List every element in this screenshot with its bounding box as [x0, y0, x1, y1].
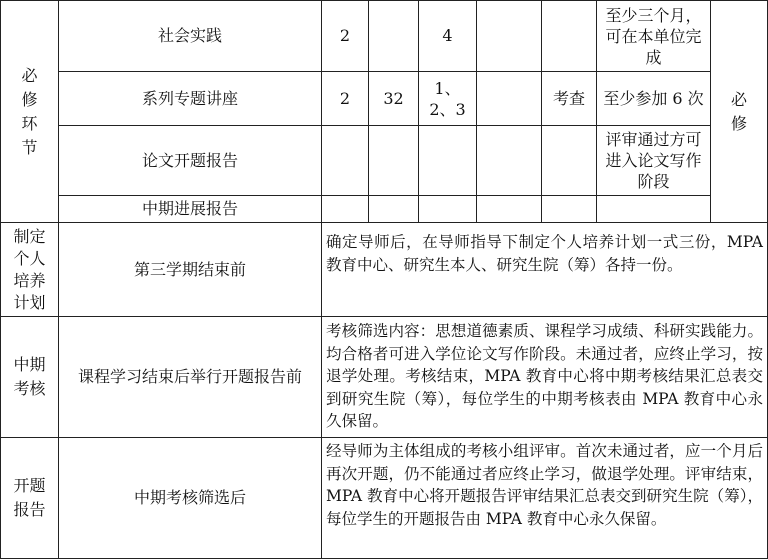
- plan-content: 确定导师后，在导师指导下制定个人培养计划一式三份，MPA 教育中心、研究生本人、研究生院（筹）各持一份。: [326, 233, 763, 274]
- section-label-proposal: [1, 438, 58, 558]
- course-credits: 2: [339, 26, 351, 45]
- course-hours: [369, 1, 418, 71]
- proposal-time: 中期考核筛选后: [133, 488, 246, 507]
- course-note: [597, 196, 710, 222]
- course-assessment: 考查: [552, 88, 585, 108]
- course-assessment: [542, 1, 596, 71]
- label-char: 报告: [13, 500, 46, 519]
- course-col5: [477, 72, 541, 125]
- course-semester: [419, 196, 476, 222]
- section-label-required: [1, 1, 58, 222]
- label-char: 考核: [13, 379, 46, 398]
- course-note: 至少三个月，可在本单位完成: [605, 5, 702, 67]
- course-credits: 2: [339, 88, 351, 108]
- requirement-label: [711, 1, 767, 222]
- label-char: 修: [21, 89, 38, 109]
- midterm-time-text: 课程学习结束后举行开题报告前: [77, 367, 302, 386]
- label-char: 中期: [13, 355, 46, 374]
- course-assessment: [542, 196, 596, 222]
- course-semester: [419, 126, 476, 195]
- course-name: 社会实践: [157, 26, 222, 45]
- label-char: 制定: [13, 226, 46, 246]
- section-label-midterm: [1, 317, 58, 437]
- midterm-content: 考核筛选内容：思想道德素质、课程学习成绩、科研实践能力。均合格者可进入学位论文写作阶段。未通过者，应终止学习，按退学处理。考核结束，MPA 教育中心将中期考核结果汇总表交到研究生院（筹），每位学生的中期考核表由 MPA 教育中心永久保留。: [326, 322, 763, 430]
- label-char: 培养: [13, 270, 46, 290]
- course-semester: 1、2、3: [429, 78, 466, 119]
- label-char: 必: [21, 65, 38, 85]
- course-col5: [477, 126, 541, 195]
- course-hours: [369, 196, 418, 222]
- section-label-plan: [1, 223, 58, 316]
- proposal-content: 经导师为主体组成的考核小组评审。首次未通过者，应一个月后再次开题，仍不能通过者应终止学习，做退学处理。评审结束，MPA 教育中心将开题报告评审结果汇总表交到研究生院（筹），每位学生的开题报告由 MPA 教育中心永久保留。: [326, 442, 763, 528]
- label-char: 节: [21, 137, 38, 157]
- course-name: 系列专题讲座: [141, 88, 238, 108]
- rule-bottom: [0, 558, 768, 559]
- label-char: 计划: [13, 292, 46, 312]
- course-semester: 4: [442, 26, 453, 45]
- midterm-time: [59, 317, 321, 437]
- plan-time: 第三学期结束前: [133, 259, 246, 279]
- course-note: 至少参加 6 次: [603, 89, 704, 108]
- course-assessment: [542, 126, 596, 195]
- label-char: 开题: [13, 476, 46, 495]
- course-col5: [477, 1, 541, 71]
- label-char: 环: [21, 113, 38, 133]
- course-hours: 32: [383, 88, 404, 108]
- course-name: 中期进展报告: [141, 199, 238, 218]
- course-credits: [322, 126, 368, 195]
- requirement-text: 必修: [730, 89, 747, 133]
- course-col5: [477, 196, 541, 222]
- course-note: 评审通过方可进入论文写作阶段: [605, 130, 702, 191]
- label-char: 个人: [13, 248, 46, 268]
- course-hours: [369, 126, 418, 195]
- course-credits: [322, 196, 368, 222]
- course-name: 论文开题报告: [141, 150, 238, 170]
